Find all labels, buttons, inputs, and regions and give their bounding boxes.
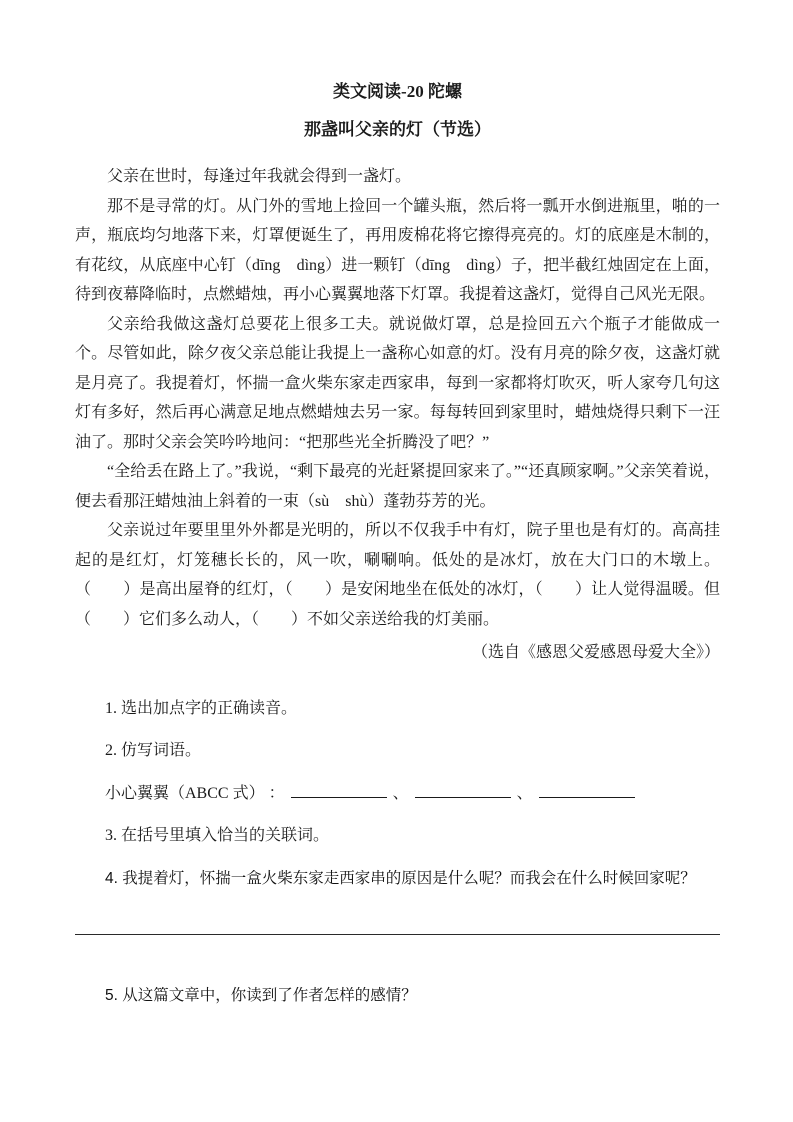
passage-paragraph-2: 那不是寻常的灯。从门外的雪地上捡回一个罐头瓶，然后将一瓢开水倒进瓶里，啪的一声，瓶底均匀地落下来，灯罩便诞生了，再用废棉花将它擦得亮亮的。灯的底座是木制的，有花纹，从底座中心钉（dīng dìng）进一颗钉（dīng dìng）子，把半截红烛固定在上面，待到夜幕降临时，点燃蜡烛，再小心翼翼地落下灯罩。我提着这盏灯，觉得自己风光无限。: [75, 197, 720, 303]
question-5: 5. 从这篇文章中，你读到了作者怎样的感情？: [105, 987, 417, 1004]
blank-separator-1: 、: [392, 784, 409, 802]
question-1: 1. 选出加点字的正确读音。: [105, 699, 298, 717]
passage-paragraph-3: 父亲给我做这盏灯总要花上很多工夫。就说做灯罩，总是捡回五六个瓶子才能做成一个。尽管如此，除夕夜父亲总能让我提上一盏称心如意的灯。没有月亮的除夕夜，这盏灯就是月亮了。我提着灯，怀揣一盒火柴东家走西家串，每到一家都将灯吹灭，听人家夸几句这灯有多好，然后再心满意足地点燃蜡烛去另一家。每每转回到家里时，蜡烛烧得只剩下一汪油了。那时父亲会笑吟吟地问：“把那些光全折腾没了吧？”: [75, 315, 720, 451]
question-2: 2. 仿写词语。: [105, 742, 202, 759]
source-attribution: （选自《感恩父爱感恩母爱大全》）: [471, 644, 720, 661]
answer-line: [75, 933, 720, 935]
question-4: 4. 我提着灯，怀揣一盒火柴东家走西家串的原因是什么呢？而我会在什么时候回家呢？: [105, 869, 696, 887]
passage-paragraph-1: 父亲在世时，每逢过年我就会得到一盏灯。: [107, 168, 412, 185]
blank-separator-2: 、: [516, 784, 533, 802]
passage-paragraph-5: 父亲说过年要里里外外都是光明的，所以不仅我手中有灯，院子里也是有灯的。高高挂起的是红灯，灯笼穗长长的，风一吹，唰唰响。低处的是冰灯，放在大门口的木墩上。（ ）是高出屋脊的红灯，（ ）是安闲地坐在低处的冰灯，（ ）让人觉得温暖。但（ ）它们多么动人，（ ）不如父亲送给我的灯美丽。: [75, 522, 720, 628]
passage-paragraph-4: “全给丢在路上了。”我说，“剩下最亮的光赶紧提回家来了。”“还真顾家啊。”父亲笑着说，便去看那汪蜡烛油上斜着的一束（sù shù）蓬勃芬芳的光。: [75, 463, 720, 510]
doc-title: 类文阅读-20 陀螺: [333, 82, 462, 101]
question-3: 3. 在括号里填入恰当的关联词。: [105, 827, 330, 844]
doc-subtitle: 那盏叫父亲的灯（节选）: [304, 120, 491, 139]
fill-blank-1[interactable]: [291, 780, 387, 798]
fill-blank-2[interactable]: [415, 780, 511, 798]
fill-blank-3[interactable]: [539, 780, 635, 798]
question-2-prompt: 小心翼翼（ABCC 式） ：: [105, 784, 285, 802]
question-2-blanks: [75, 779, 720, 809]
questions-section: [75, 694, 720, 1011]
